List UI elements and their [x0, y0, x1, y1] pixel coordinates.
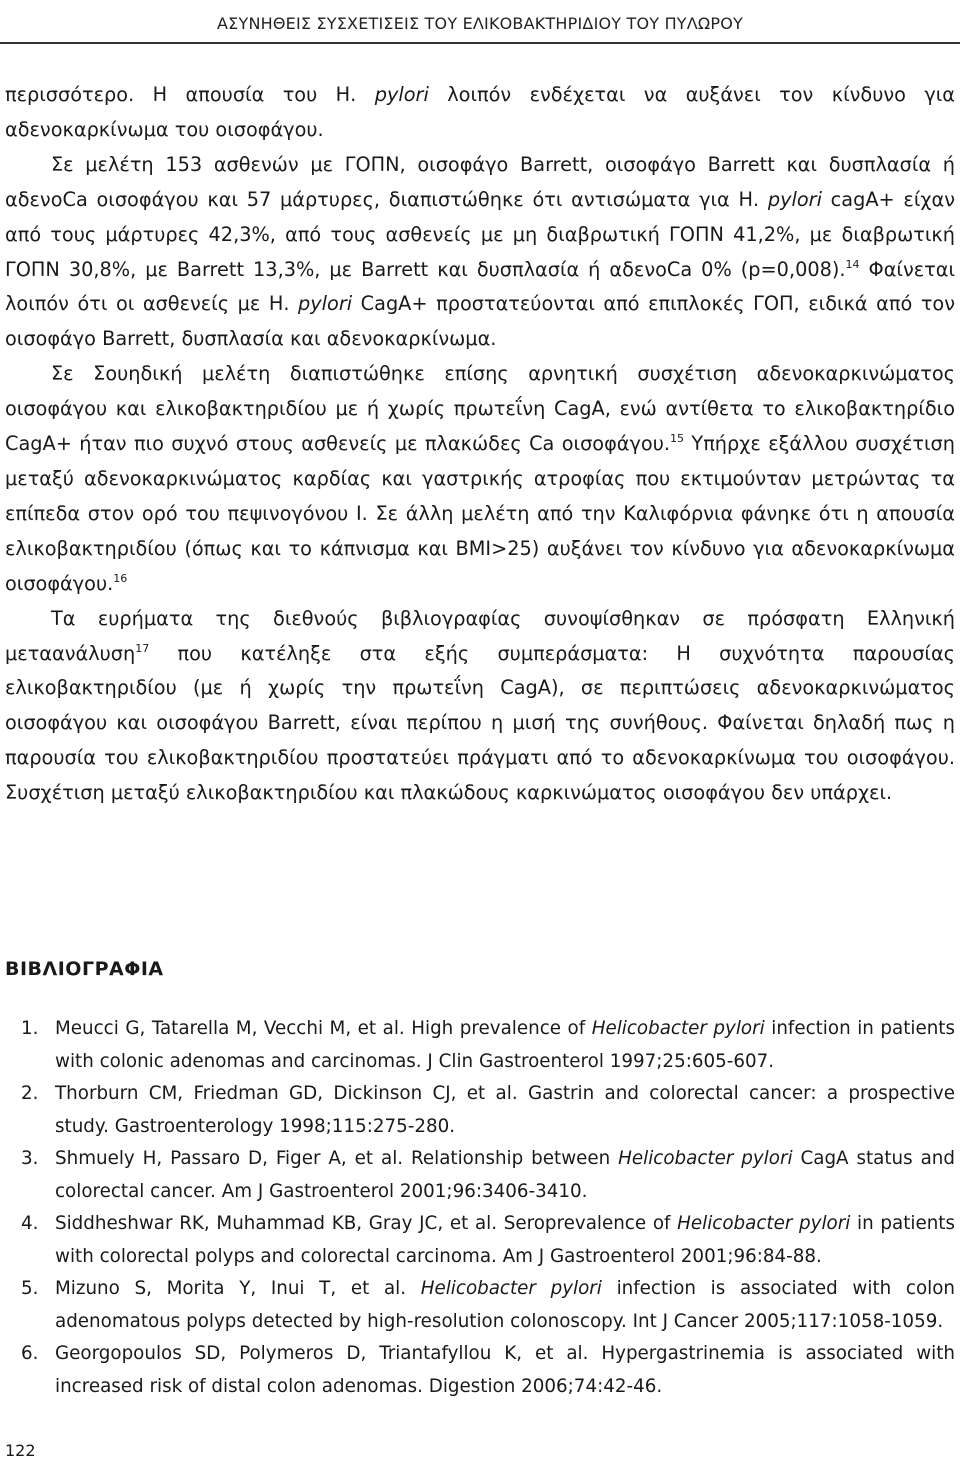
reference-item: 4. Siddheshwar RK, Muhammad KB, Gray JC, et al. Seroprevalence of Helicobacter pylori in patients with colorectal polyps and colorectal carcinoma. Am J Gastroenterol 2001;96:84-88. [0, 1208, 955, 1273]
reference-number: 5. [21, 1278, 39, 1299]
citation-14: 14 [845, 257, 860, 271]
citation-15: 15 [670, 432, 685, 446]
citation-17: 17 [135, 641, 150, 655]
reference-item: 2. Thorburn CM, Friedman GD, Dickinson CJ, et al. Gastrin and colorectal cancer: a prospective study. Gastroenterology 1998;115:275-280. [0, 1078, 955, 1143]
reference-number: 6. [21, 1343, 39, 1364]
paragraph-2: Σε μελέτη 153 ασθενών με ΓΟΠΝ, οισοφάγο Barrett, οισοφάγο Barrett και δυσπλασία ή αδενοCa οισοφάγου και 57 μάρτυρες, διαπιστώθηκε ότι αντισώματα για Η. pylori cagA+ είχαν από τους μάρτυρες 42,3%, από τους ασθενείς με μη διαβρωτική ΓΟΠΝ 41,2%, με διαβρωτική ΓΟΠΝ 30,8%, με Barrett 13,3%, με Barrett και δυσπλασία ή αδενοCa 0% (p=0,008).$^{14}$ Φαίνεται λοιπόν ότι οι ασθενείς με Η. pylori CagA+ προστατεύονται από επιπλοκές ΓΟΠ, ειδικά από τον οισοφάγο Barrett, δυσπλασία και αδενοκαρκίνωμα. [5, 152, 955, 351]
reference-number: 1. [21, 1018, 39, 1039]
paragraph-4: Τα ευρήματα της διεθνούς βιβλιογραφίας συνοψίσθηκαν σε πρόσφατη Ελληνική μεταανάλυση$^{17}$ που κατέληξε στα εξής συμπεράσματα: Η συχνότητα παρουσίας ελικοβακτηριδίου (με ή χωρίς την πρωτεΐνη CagA), σε περιπτώσεις αδενοκαρκινώματος οισοφάγου και οισοφάγου Barrett, είναι περίπου η μισή της συνήθους. Φαίνεται δηλαδή πως η παρουσία του ελικοβακτηριδίου προστατεύει πράγματι από το αδενοκαρκίνωμα του οισοφάγου. Συσχέτιση μεταξύ ελικοβακτηριδίου και πλακώδους καρκινώματος οισοφάγου δεν υπάρχει. [5, 606, 955, 805]
reference-number: 2. [21, 1083, 39, 1104]
reference-item: 6. Georgopoulos SD, Polymeros D, Triantafyllou K, et al. Hypergastrinemia is associated with increased risk of distal colon adenomas. Digestion 2006;74:42-46. [0, 1338, 955, 1403]
running-header-title: ΑΣΥΝΗΘΕΙΣ ΣΥΣΧΕΤΙΣΕΙΣ ΤΟΥ ΕΛΙΚΟΒΑΚΤΗΡΙΔΙΟΥ ΤΟΥ ΠΥΛΩΡΟΥ [217, 14, 743, 33]
article-body [5, 78, 955, 811]
page-number: 122 [5, 1441, 36, 1460]
reference-list [0, 1013, 955, 1403]
reference-item: 1. Meucci G, Tatarella M, Vecchi M, et al. High prevalence of Helicobacter pylori infection in patients with colonic adenomas and carcinomas. J Clin Gastroenterol 1997;25:605-607. [0, 1013, 955, 1078]
reference-item: 3. Shmuely H, Passaro D, Figer A, et al. Relationship between Helicobacter pylori CagA status and colorectal cancer. Am J Gastroenterol 2001;96:3406-3410. [0, 1143, 955, 1208]
paragraph-1: περισσότερο. Η απουσία του Η. pylori λοιπόν ενδέχεται να αυξάνει τον κίνδυνο για αδενοκαρκίνωμα του οισοφάγου. [5, 83, 955, 141]
bibliography-heading: ΒΙΒΛΙΟΓΡΑΦΙΑ [5, 958, 164, 980]
header-rule [0, 42, 960, 44]
reference-number: 4. [21, 1213, 39, 1234]
paragraph-3: Σε Σουηδική μελέτη διαπιστώθηκε επίσης αρνητική συσχέτιση αδενοκαρκινώματος οισοφάγου και ελικοβακτηριδίου με ή χωρίς πρωτεΐνη CagA, ενώ αντίθετα το ελικοβακτηρίδιο CagA+ ήταν πιο συχνό στους ασθενείς με πλακώδες Ca οισοφάγου.$^{15}$ Υπήρχε εξάλλου συσχέτιση μεταξύ αδενοκαρκινώματος καρδίας και γαστρικής ατροφίας που εκτιμούνταν μετρώντας τα επίπεδα στον ορό του πεψινογόνου Ι. Σε άλλη μελέτη από την Καλιφόρνια φάνηκε ότι η απουσία ελικοβακτηριδίου (όπως και το κάπνισμα και BMI>25) αυξάνει τον κίνδυνο για αδενοκαρκίνωμα οισοφάγου.$^{16}$ [5, 362, 955, 595]
citation-16: 16 [113, 571, 128, 585]
reference-number: 3. [21, 1148, 39, 1169]
reference-item: 5. Mizuno S, Morita Y, Inui T, et al. Helicobacter pylori infection is associated with colon adenomatous polyps detected by high-resolution colonoscopy. Int J Cancer 2005;117:1058-1059. [0, 1273, 955, 1338]
